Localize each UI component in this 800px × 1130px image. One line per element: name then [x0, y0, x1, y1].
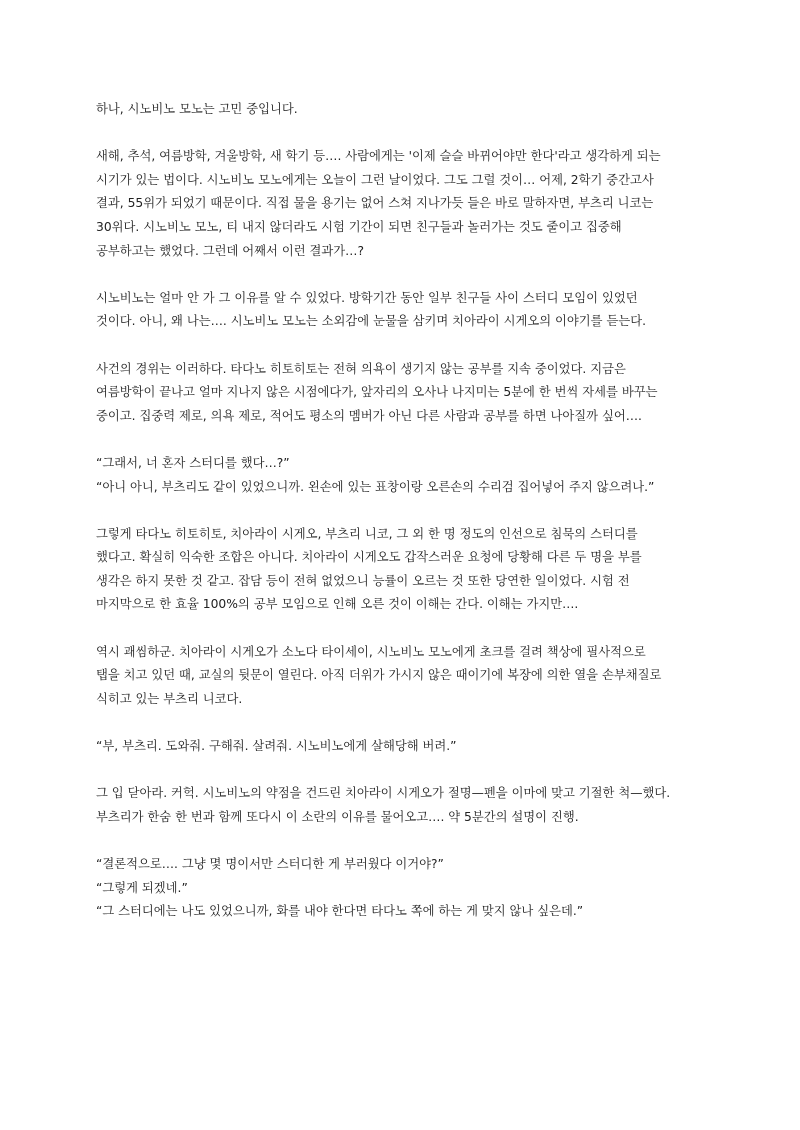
- text-line: 역시 괘씸하군. 치아라이 시게오가 소노다 타이세이, 시노비노 모노에게 초크를 걸려 책상에 필사적으로: [96, 644, 646, 659]
- paragraph-3: [96, 287, 736, 334]
- text-line: 그렇게 타다노 히토히토, 치아라이 시게오, 부츠리 니코, 그 외 한 명 정도의 인선으로 침묵의 스터디를: [96, 526, 638, 541]
- text-line: 생각은 하지 못한 것 같고. 잡담 등이 전혀 없었으니 능률이 오르는 것 또한 당연한 일이었다. 시험 전: [96, 573, 630, 588]
- document-page: [96, 98, 736, 947]
- text-line: 했다고. 확실히 익숙한 조합은 아니다. 치아라이 시게오도 갑작스러운 요청에 당황해 다른 두 명을 부를: [96, 550, 642, 565]
- paragraph-5: [96, 452, 736, 499]
- text-line: 탭을 치고 있던 때, 교실의 뒷문이 열린다. 아직 더위가 가시지 않은 때이기에 복장에 의한 열을 손부채질로: [96, 668, 662, 683]
- text-line: 새해, 추석, 여름방학, 겨울방학, 새 학기 등…. 사람에게는 '이제 슬슬 바뀌어야만 한다'라고 생각하게 되는: [96, 149, 661, 164]
- text-line: 30위다. 시노비노 모노, 티 내지 않더라도 시험 기간이 되면 친구들과 놀러가는 것도 줄이고 집중해: [96, 219, 622, 234]
- paragraph-4: [96, 358, 736, 429]
- paragraph-9: [96, 782, 736, 829]
- dialogue-line: “그렇게 되겠네.”: [96, 880, 188, 895]
- text-line: 식히고 있는 부츠리 니코다.: [96, 691, 243, 706]
- paragraph-8: [96, 735, 736, 759]
- dialogue-line: “그래서, 너 혼자 스터디를 했다…?”: [96, 455, 290, 470]
- text-line: 부츠리가 한숨 한 번과 함께 또다시 이 소란의 이유를 물어오고…. 약 5분간의 설명이 진행.: [96, 809, 579, 824]
- paragraph-1: [96, 98, 736, 122]
- paragraph-6: [96, 523, 736, 617]
- paragraph-7: [96, 641, 736, 712]
- text-line: 하나, 시노비노 모노는 고민 중입니다.: [96, 102, 298, 116]
- text-line: 여름방학이 끝나고 얼마 지나지 않은 시점에다가, 앞자리의 오사나 나지미는 5분에 한 번씩 자세를 바꾸는: [96, 385, 658, 400]
- dialogue-line: “결론적으로…. 그냥 몇 명이서만 스터디한 게 부러웠다 이거야?”: [96, 857, 444, 871]
- dialogue-line: “부, 부츠리. 도와줘. 구해줘. 살려줘. 시노비노에게 살해당해 버려.”: [96, 739, 457, 754]
- text-line: 공부하고는 했었다. 그런데 어째서 이런 결과가…?: [96, 243, 364, 258]
- text-line: 시노비노는 얼마 안 가 그 이유를 알 수 있었다. 방학기간 동안 일부 친구들 사이 스터디 모임이 있었던: [96, 290, 638, 305]
- dialogue-line: “아니 아니, 부츠리도 같이 있었으니까. 왼손에 있는 표창이랑 오른손의 수리검 집어넣어 주지 않으려나.”: [96, 479, 655, 494]
- text-line: 중이고. 집중력 제로, 의욕 제로, 적어도 평소의 멤버가 아닌 다른 사람과 공부를 하면 나아질까 싶어….: [96, 408, 642, 423]
- dialogue-line: “그 스터디에는 나도 있었으니까, 화를 내야 한다면 타다노 쪽에 하는 게 맞지 않나 싶은데.”: [96, 904, 584, 919]
- text-line: 것이다. 아니, 왜 나는…. 시노비노 모노는 소외감에 눈물을 삼키며 치아라이 시게오의 이야기를 듣는다.: [96, 314, 646, 329]
- text-line: 마지막으로 한 효율 100%의 공부 모임으로 인해 오른 것이 이해는 간다. 이해는 가지만….: [96, 597, 579, 612]
- text-line: 그 입 닫아라. 커헉. 시노비노의 약점을 건드린 치아라이 시게오가 절명—펜을 이마에 맞고 기절한 척—했다.: [96, 786, 671, 801]
- text-line: 사건의 경위는 이러하다. 타다노 히토히토는 전혀 의욕이 생기지 않는 공부를 지속 중이었다. 지금은: [96, 361, 626, 376]
- text-line: 시기가 있는 법이다. 시노비노 모노에게는 오늘이 그런 날이었다. 그도 그럴 것이… 어제, 2학기 중간고사: [96, 172, 654, 187]
- text-line: 결과, 55위가 되었기 때문이다. 직접 물을 용기는 없어 스쳐 지나가듯 들은 바로 말하자면, 부츠리 니코는: [96, 196, 654, 211]
- paragraph-2: [96, 145, 736, 263]
- paragraph-10: [96, 853, 736, 924]
